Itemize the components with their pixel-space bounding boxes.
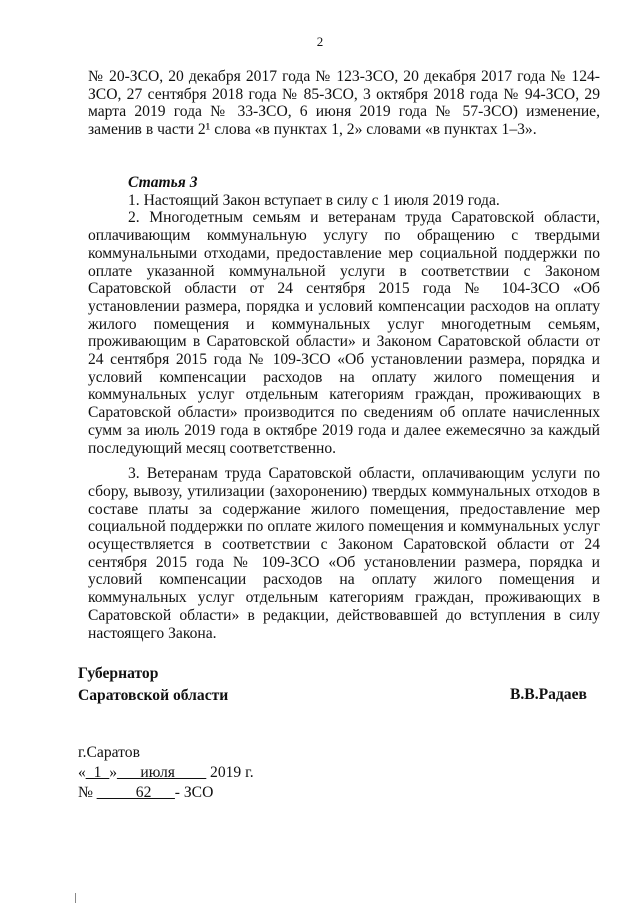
number-suffix: - ЗСО: [174, 784, 214, 801]
law-number: _____62___: [96, 784, 175, 801]
signature-title: [78, 663, 228, 707]
law-number-line: [78, 783, 254, 803]
article-3: [88, 174, 600, 642]
date-day: _1_: [85, 764, 110, 781]
place-date-block: [78, 743, 254, 803]
page-number: 2: [316, 34, 324, 49]
signature-line-2: Саратовской области: [78, 687, 229, 704]
article-paragraph-3: 3. Ветеранам труда Саратовской области, оплачивающим услуги по сбору, вывозу, утилизации (захоронению) твердых коммунальных отходов в составе платы за содержание жилого помещения, предоставление мер социальной поддержки по оплате жилого помещения и коммунальных услуг осуществляется в соответствии с Законом Саратовской области от 24 сентября 2015 года № 109-ЗСО «Об установлении размера, порядка и условий компенсации расходов на оплату жилого помещения и коммунальных услуг отдельным категориям граждан, проживающих в Саратовской области» в редакции, действовавшей до вступления в силу настоящего Закона.: [88, 465, 600, 642]
date-month: ___июля____: [116, 764, 207, 781]
number-prefix: №: [78, 784, 93, 801]
article-paragraph-2: 2. Многодетным семьям и ветеранам труда Саратовской области, оплачивающим коммунальную услугу по обращению с твердыми коммунальными отходами, предоставление мер социальной поддержки по оплате указанной коммунальной услуги в соответствии с Законом Саратовской области от 24 сентября 2015 года № 104-ЗСО «Об установлении размера, порядка и условий компенсации расходов на оплату жилого помещения и коммунальных услуг многодетным семьям, проживающим в Саратовской области» и Законом Саратовской области от 24 сентября 2015 года № 109-ЗСО «Об установлении размера, порядка и условий компенсации расходов на оплату жилого помещения и коммунальных услуг отдельным категориям граждан, проживающих в Саратовской области» производится по сведениям об оплате начисленных сумм за июль 2019 года в октябре 2019 года и далее ежемесячно за каждый последующий месяц соответственно.: [88, 209, 600, 457]
governor-name: В.В.Радаев: [510, 686, 587, 703]
article-heading: Статья 3: [128, 174, 198, 191]
date-line: [78, 763, 254, 783]
city: г.Саратов: [78, 744, 140, 761]
date-open-quote: «: [78, 764, 86, 781]
signature-line-1: Губернатор: [78, 665, 159, 682]
date-year: 2019 г.: [206, 764, 254, 781]
article-paragraph-1: 1. Настоящий Закон вступает в силу с 1 июля 2019 года.: [128, 191, 500, 209]
scan-mark: [75, 893, 76, 903]
continuation-paragraph: № 20-ЗСО, 20 декабря 2017 года № 123-ЗСО, 20 декабря 2017 года № 124-ЗСО, 27 сентября 2018 года № 85-ЗСО, 3 октября 2018 года № 94-ЗСО, 29 марта 2019 года № 33-ЗСО, 6 июня 2019 года № 57-ЗСО) изменение, заменив в части 2¹ слова «в пунктах 1, 2» словами «в пунктах 1–3».: [88, 68, 600, 139]
date-close-quote: »: [109, 764, 117, 781]
